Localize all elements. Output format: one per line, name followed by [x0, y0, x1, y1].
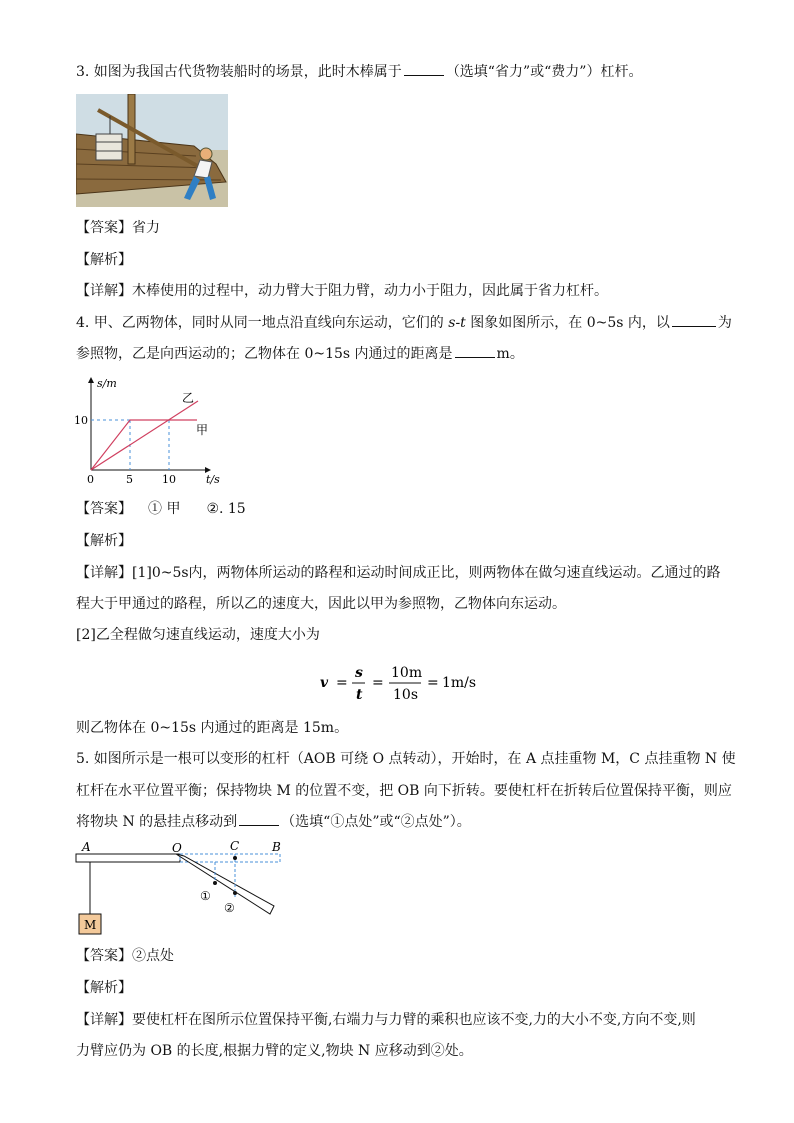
svg-text:1m/s: 1m/s: [442, 675, 477, 691]
q4-blank-1: [672, 314, 716, 327]
q3-question: 3. 如图为我国古代货物装船时的场景，此时木棒属于 （选填“省力”或“费力”）杠杆。: [76, 64, 643, 80]
q4-x-tick-0: 0: [87, 473, 94, 486]
q4-question-line2: 参照物，乙是向西运动的；乙物体在 0~15s 内通过的距离是 m。: [76, 346, 524, 362]
q3-analysis-tag: 【解析】: [76, 252, 132, 268]
q4-y-label: s/m: [97, 377, 117, 390]
svg-text:10s: 10s: [393, 687, 418, 703]
q4-detail-line1: 【详解】[1]0~5s内，两物体所运动的路程和运动时间成正比，则两物体在做匀速直线运动。乙通过的路: [76, 565, 721, 581]
q5-detail-line1: 【详解】要使杠杆在图所示位置保持平衡,右端力与力臂的乘积也应该不变,力的大小不变,方向不变,则: [76, 1012, 696, 1028]
q3-answer: 省力: [132, 220, 160, 236]
q4-x-tick-5: 5: [126, 473, 133, 486]
svg-text:s: s: [355, 665, 363, 681]
svg-text:①: ①: [200, 889, 211, 903]
q4-detail-line2: 程大于甲通过的路程，所以乙的速度大，因此以甲为参照物，乙物体向东运动。: [76, 596, 566, 612]
svg-text:②: ②: [224, 901, 235, 915]
q4-answer-1: ① 甲: [148, 501, 181, 517]
q5-lever-figure: [72, 838, 302, 938]
q3-boat-illustration: [76, 94, 228, 207]
q5-answer-row: 【答案】②点处: [76, 948, 174, 964]
q4-y-tick-10: 10: [74, 414, 88, 427]
q4-x-tick-10: 10: [162, 473, 176, 486]
svg-text:10m: 10m: [391, 665, 423, 681]
q4-analysis-tag: 【解析】: [76, 533, 132, 549]
svg-text:v: v: [320, 675, 329, 691]
svg-text:B: B: [272, 840, 281, 854]
q5-analysis-tag: 【解析】: [76, 980, 132, 996]
q5-answer: ②点处: [132, 948, 174, 964]
svg-text:=: =: [336, 675, 348, 691]
q4-label-yi: 乙: [182, 391, 195, 405]
svg-text:=: =: [427, 675, 439, 691]
q5-detail-line2: 力臂应仍为 OB 的长度,根据力臂的定义,物块 N 应移动到②处。: [76, 1043, 473, 1059]
q4-blank-2: [455, 345, 495, 358]
q4-detail-line3: [2]乙全程做匀速直线运动，速度大小为: [76, 627, 320, 643]
q4-st-graph: [70, 370, 230, 488]
q4-answer-row: 【答案】 ① 甲 ②. 15: [76, 501, 246, 517]
q5-question-line2: 杠杆在水平位置平衡；保持物块 M 的位置不变，把 OB 向下折转。要使杠杆在折转后位置保持平衡，则应: [76, 783, 732, 799]
q4-line-yi: [91, 401, 198, 470]
svg-text:C: C: [230, 839, 240, 853]
svg-text:t: t: [356, 687, 363, 703]
q4-line-jia: [91, 420, 197, 470]
svg-text:A: A: [82, 840, 91, 854]
q3-answer-row: 【答案】省力: [76, 220, 160, 236]
svg-text:O: O: [172, 841, 182, 855]
q5-question-line1: 5. 如图所示是一根可以变形的杠杆（AOB 可绕 O 点转动），开始时，在 A 点挂重物 M，C 点挂重物 N 使: [76, 751, 736, 767]
svg-text:M: M: [84, 918, 97, 932]
q3-answer-blank: [404, 63, 444, 76]
q4-velocity-formula: [320, 661, 480, 705]
svg-text:=: =: [372, 675, 384, 691]
q5-answer-blank: [239, 813, 279, 826]
q5-question-line3: 将物块 N 的悬挂点移动到 （选填“①点处”或“②点处”）。: [76, 814, 471, 830]
q4-answer-2: ②. 15: [206, 501, 246, 517]
q3-detail-row: 【详解】木棒使用的过程中，动力臂大于阻力臂，动力小于阻力，因此属于省力杠杆。: [76, 283, 608, 299]
q4-label-jia: 甲: [196, 423, 209, 437]
q4-question-line1: 4. 甲、乙两物体，同时从同一地点沿直线向东运动，它们的 s-t 图象如图所示，在 0~5s 内，以 为: [76, 315, 732, 331]
q4-detail-line4: 则乙物体在 0~15s 内通过的距离是 15m。: [76, 720, 349, 736]
q4-x-label: t/s: [206, 473, 220, 486]
